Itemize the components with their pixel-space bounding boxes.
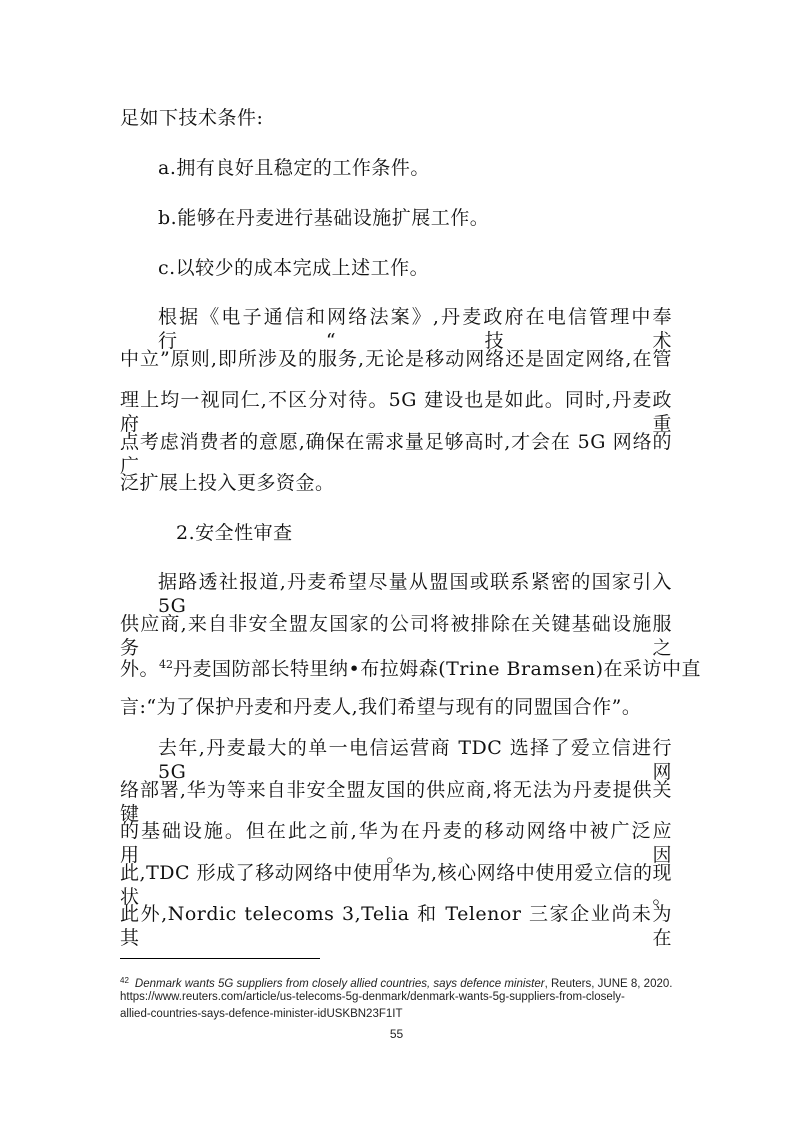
paragraph-line: 去年,丹麦最大的单一电信运营商 TDC 选择了爱立信进行 5G 网 (158, 737, 672, 783)
paragraph-line: 言:“为了保护丹麦和丹麦人,我们希望与现有的同盟国合作”。 (120, 696, 642, 718)
paragraph-line: 点考虑消费者的意愿,确保在需求量足够高时,才会在 5G 网络的广 (120, 431, 672, 477)
paragraph-text: 外。 (120, 658, 160, 680)
list-item-b: b.能够在丹麦进行基础设施扩展工作。 (158, 207, 490, 229)
paragraph-line: 的基础设施。但在此之前,华为在丹麦的移动网络中被广泛应用。因 (120, 820, 672, 866)
footnote-reference[interactable]: 42 (159, 658, 174, 671)
footnote-title: Denmark wants 5G suppliers from closely allied countries, says defence minister (134, 978, 545, 990)
paragraph-line: 根据《电子通信和网络法案》,丹麦政府在电信管理中奉行“技术 (158, 306, 672, 352)
footnote-divider (120, 958, 320, 959)
paragraph-line: 泛扩展上投入更多资金。 (120, 472, 335, 494)
page-number: 55 (389, 1027, 404, 1041)
section-heading: 2.安全性审查 (176, 522, 293, 544)
paragraph-line (120, 653, 702, 681)
list-item-c: c.以较少的成本完成上述工作。 (158, 257, 430, 279)
paragraph-line: 中立”原则,即所涉及的服务,无论是移动网络还是固定网络,在管 (120, 348, 672, 370)
footnote-url[interactable]: https://www.reuters.com/article/us-telecoms-5g-denmark/denmark-wants-5g-suppliers-from-closely- (120, 991, 625, 1003)
footnote-marker: 42 (120, 976, 129, 985)
footnote-url[interactable]: allied-countries-says-defence-minister-idUSKBN23F1IT (120, 1008, 403, 1020)
list-item-a: a.拥有良好且稳定的工作条件。 (158, 157, 430, 179)
paragraph-text: 丹麦国防部长特里纳•布拉姆森(Trine Bramsen)在采访中直 (173, 658, 702, 680)
footnote-source: , Reuters, JUNE 8, 2020. (544, 978, 673, 990)
paragraph-line: 理上均一视同仁,不区分对待。5G 建设也是如此。同时,丹麦政府重 (120, 389, 672, 435)
paragraph-line: 供应商,来自非安全盟友国家的公司将被排除在关键基础设施服务之 (120, 613, 672, 659)
paragraph-line: 此外,Nordic telecoms 3,Telia 和 Telenor 三家企业尚未为其在 (120, 903, 672, 949)
paragraph-line: 此,TDC 形成了移动网络中使用华为,核心网络中使用爱立信的现状。 (120, 862, 672, 908)
paragraph-line: 络部署,华为等来自非安全盟友国的供应商,将无法为丹麦提供关键 (120, 779, 672, 825)
paragraph-line: 据路透社报道,丹麦希望尽量从盟国或联系紧密的国家引入 5G (158, 571, 672, 617)
paragraph-line: 足如下技术条件: (120, 107, 264, 129)
